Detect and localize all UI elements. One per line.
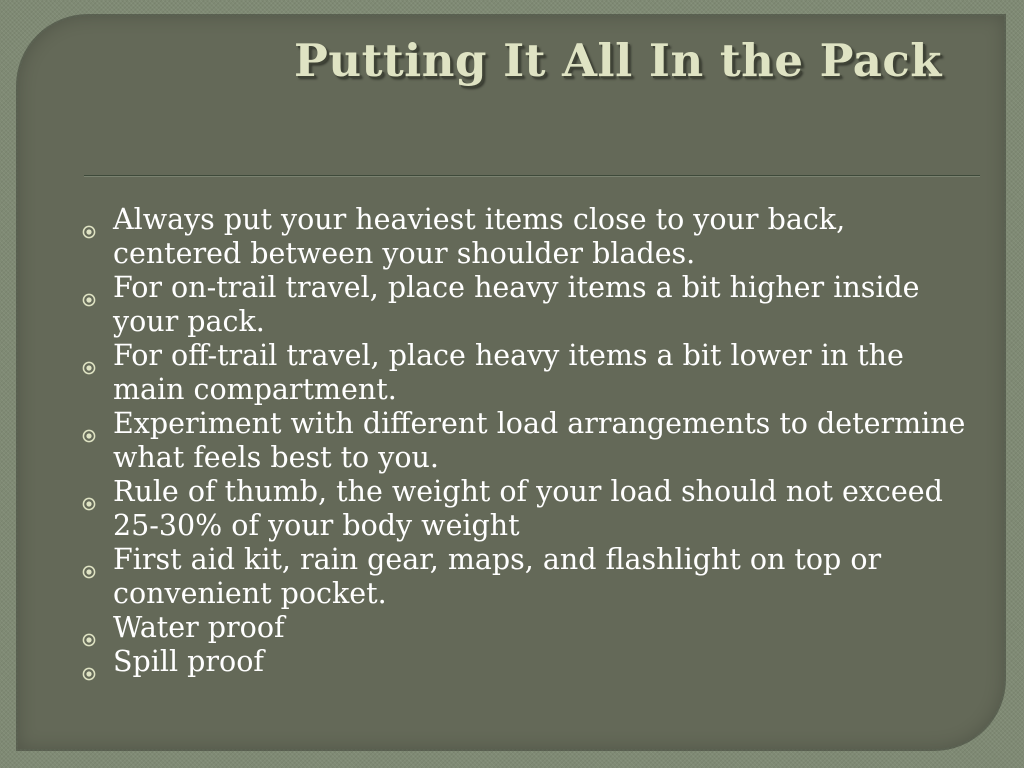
bullet-text: For on-trail travel, place heavy items a bit higher inside your pack.: [113, 271, 920, 338]
bullet-text: First aid kit, rain gear, maps, and flashlight on top or convenient pocket.: [113, 543, 882, 610]
slide-title: Putting It All In the Pack: [294, 34, 942, 87]
target-bullet-icon: [82, 281, 96, 295]
bullet-item: [80, 271, 980, 339]
target-bullet-icon: [82, 655, 96, 669]
target-bullet-icon: [82, 553, 96, 567]
slide-panel: [18, 16, 1004, 749]
target-bullet-icon: [82, 417, 96, 431]
target-bullet-icon: [82, 485, 96, 499]
bullet-item: [80, 475, 980, 543]
target-bullet-icon: [82, 621, 96, 635]
bullet-text: Water proof: [113, 611, 285, 644]
bullet-item: [80, 203, 980, 271]
title-divider: [84, 175, 980, 177]
bullet-text: Always put your heaviest items close to your back, centered between your shoulder blades.: [113, 203, 846, 270]
bullet-text: For off-trail travel, place heavy items a bit lower in the main compartment.: [113, 339, 904, 406]
bullet-item: [80, 339, 980, 407]
bullet-text: Spill proof: [113, 645, 264, 678]
bullet-item: [80, 407, 980, 475]
target-bullet-icon: [82, 349, 96, 363]
bullet-item: [80, 611, 980, 645]
bullet-text: Experiment with different load arrangements to determine what feels best to you.: [113, 407, 966, 474]
bullet-text: Rule of thumb, the weight of your load should not exceed 25-30% of your body weight: [113, 475, 943, 542]
bullet-list: [80, 203, 980, 679]
bullet-item: [80, 645, 980, 679]
bullet-item: [80, 543, 980, 611]
target-bullet-icon: [82, 213, 96, 227]
